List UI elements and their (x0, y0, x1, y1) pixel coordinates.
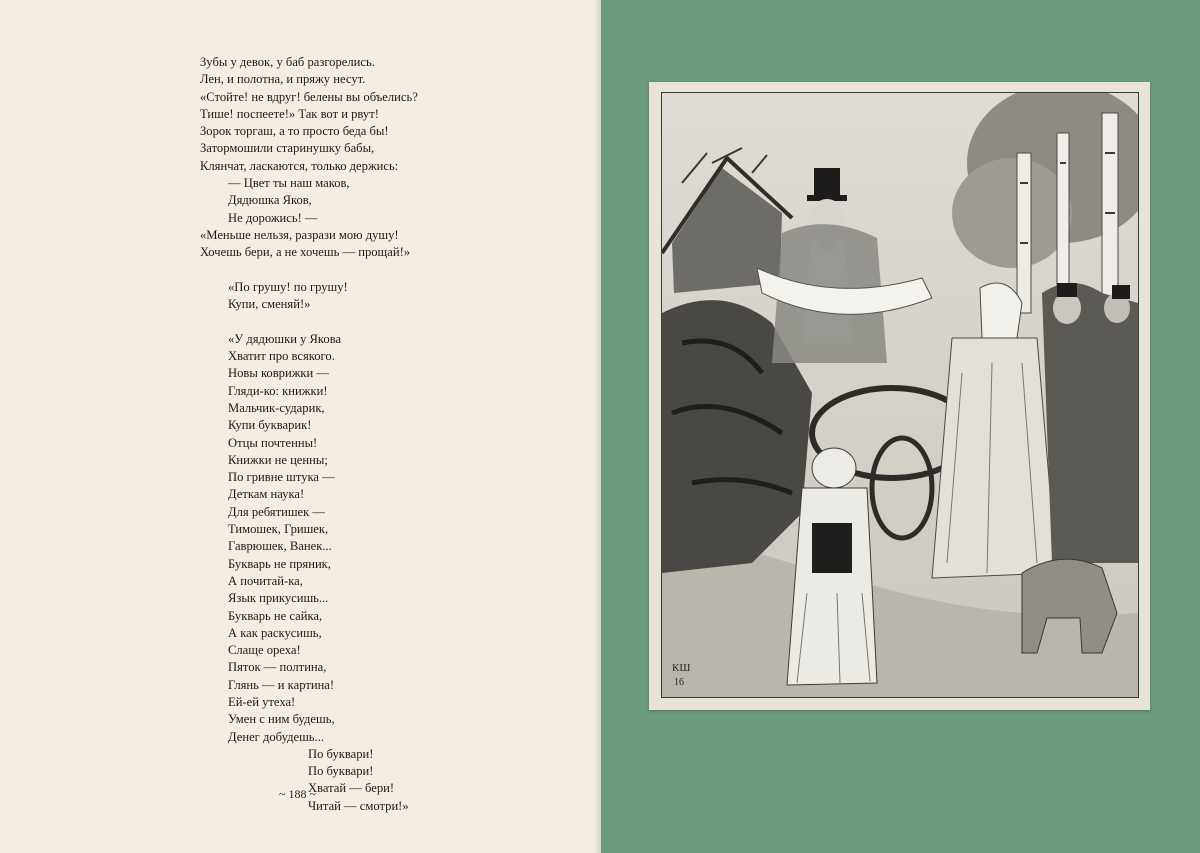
page-number: ~ 188 ~ (279, 787, 316, 801)
poem-line: Хватай — бери! (308, 781, 395, 796)
poem-line: По буквари! (308, 746, 374, 761)
illustration (661, 92, 1139, 698)
poem-line: Гаврюшек, Ванек... (228, 539, 332, 554)
poem-line: «По грушу! по грушу! (228, 279, 348, 294)
poem-line: Купи, сменяй!» (228, 297, 311, 312)
poem-line: Хочешь бери, а не хочешь — прощай!» (200, 245, 411, 260)
poem-line: Зубы у девок, у баб разгорелись. (200, 55, 375, 69)
poem-line: По гривне штука — (228, 470, 335, 485)
poem-line: Глянь — и картина! (228, 677, 335, 692)
poem-line: Букварь не сайка, (228, 608, 323, 623)
poem-line: Книжки не ценны; (228, 452, 328, 467)
poem-line: — Цвет ты наш маков, (228, 176, 350, 191)
poem-line: «Стойте! не вдруг! белены вы объелись? (200, 89, 418, 104)
poem-line: Купи букварик! (228, 418, 312, 433)
poem-line: Хватит про всякого. (228, 349, 335, 364)
poem-line: По буквари! (308, 764, 374, 779)
poem-line: Гляди-ко: книжки! (228, 383, 328, 398)
poem-line: «У дядюшки у Якова (228, 331, 342, 346)
poem-line: Читай — смотри!» (308, 798, 409, 813)
book (812, 523, 852, 573)
poem-line: Не дорожись! — (228, 210, 318, 225)
poem-line: Новы коврижки — (228, 366, 330, 381)
poem-line: Пяток — полтина, (228, 660, 327, 675)
poem-line: Затормошили старинушку бабы, (200, 141, 375, 156)
poem-line: А почитай-ка, (228, 573, 303, 588)
poem-line: «Меньше нельзя, разрази мою душу! (200, 227, 399, 242)
poem-line: Клянчат, ласкаются, только держись: (200, 158, 399, 173)
poem-line: Умен с ним будешь, (228, 712, 335, 727)
poem-line: Букварь не пряник, (228, 556, 331, 571)
artist-monogram: КШ (672, 662, 691, 674)
illustration-mat (649, 82, 1150, 710)
poem-text (200, 54, 580, 815)
poem-line: Дядюшка Яков, (228, 193, 312, 208)
poem-line: Деткам наука! (228, 487, 305, 502)
poem-line: А как раскусишь, (228, 625, 322, 640)
poem-line: Зорок торгаш, а то просто беда бы! (200, 124, 389, 139)
poem-line: Слаще ореха! (228, 643, 301, 658)
poem-line: Мальчик-сударик, (228, 400, 325, 415)
stanza-gap (200, 313, 580, 330)
poem-line: Ей-ей утеха! (228, 694, 296, 709)
poem-line: Отцы почтенны! (228, 435, 318, 450)
crowd (1042, 283, 1138, 563)
right-page (601, 0, 1200, 853)
poem-line: Тише! поспеете!» Так вот и рвут! (200, 106, 379, 121)
poem-line: Тимошек, Гришек, (228, 522, 329, 537)
poem-line: Лен, и полотна, и пряжу несут. (200, 72, 366, 87)
poem-line: Денег добудешь... (228, 729, 324, 744)
poem-line: Для ребятишек — (228, 504, 325, 519)
illustration-drawing (662, 93, 1138, 697)
poem-line: Язык прикусишь... (228, 591, 329, 606)
artist-monogram-year: 16 (674, 677, 684, 688)
stanza-gap (200, 262, 580, 279)
